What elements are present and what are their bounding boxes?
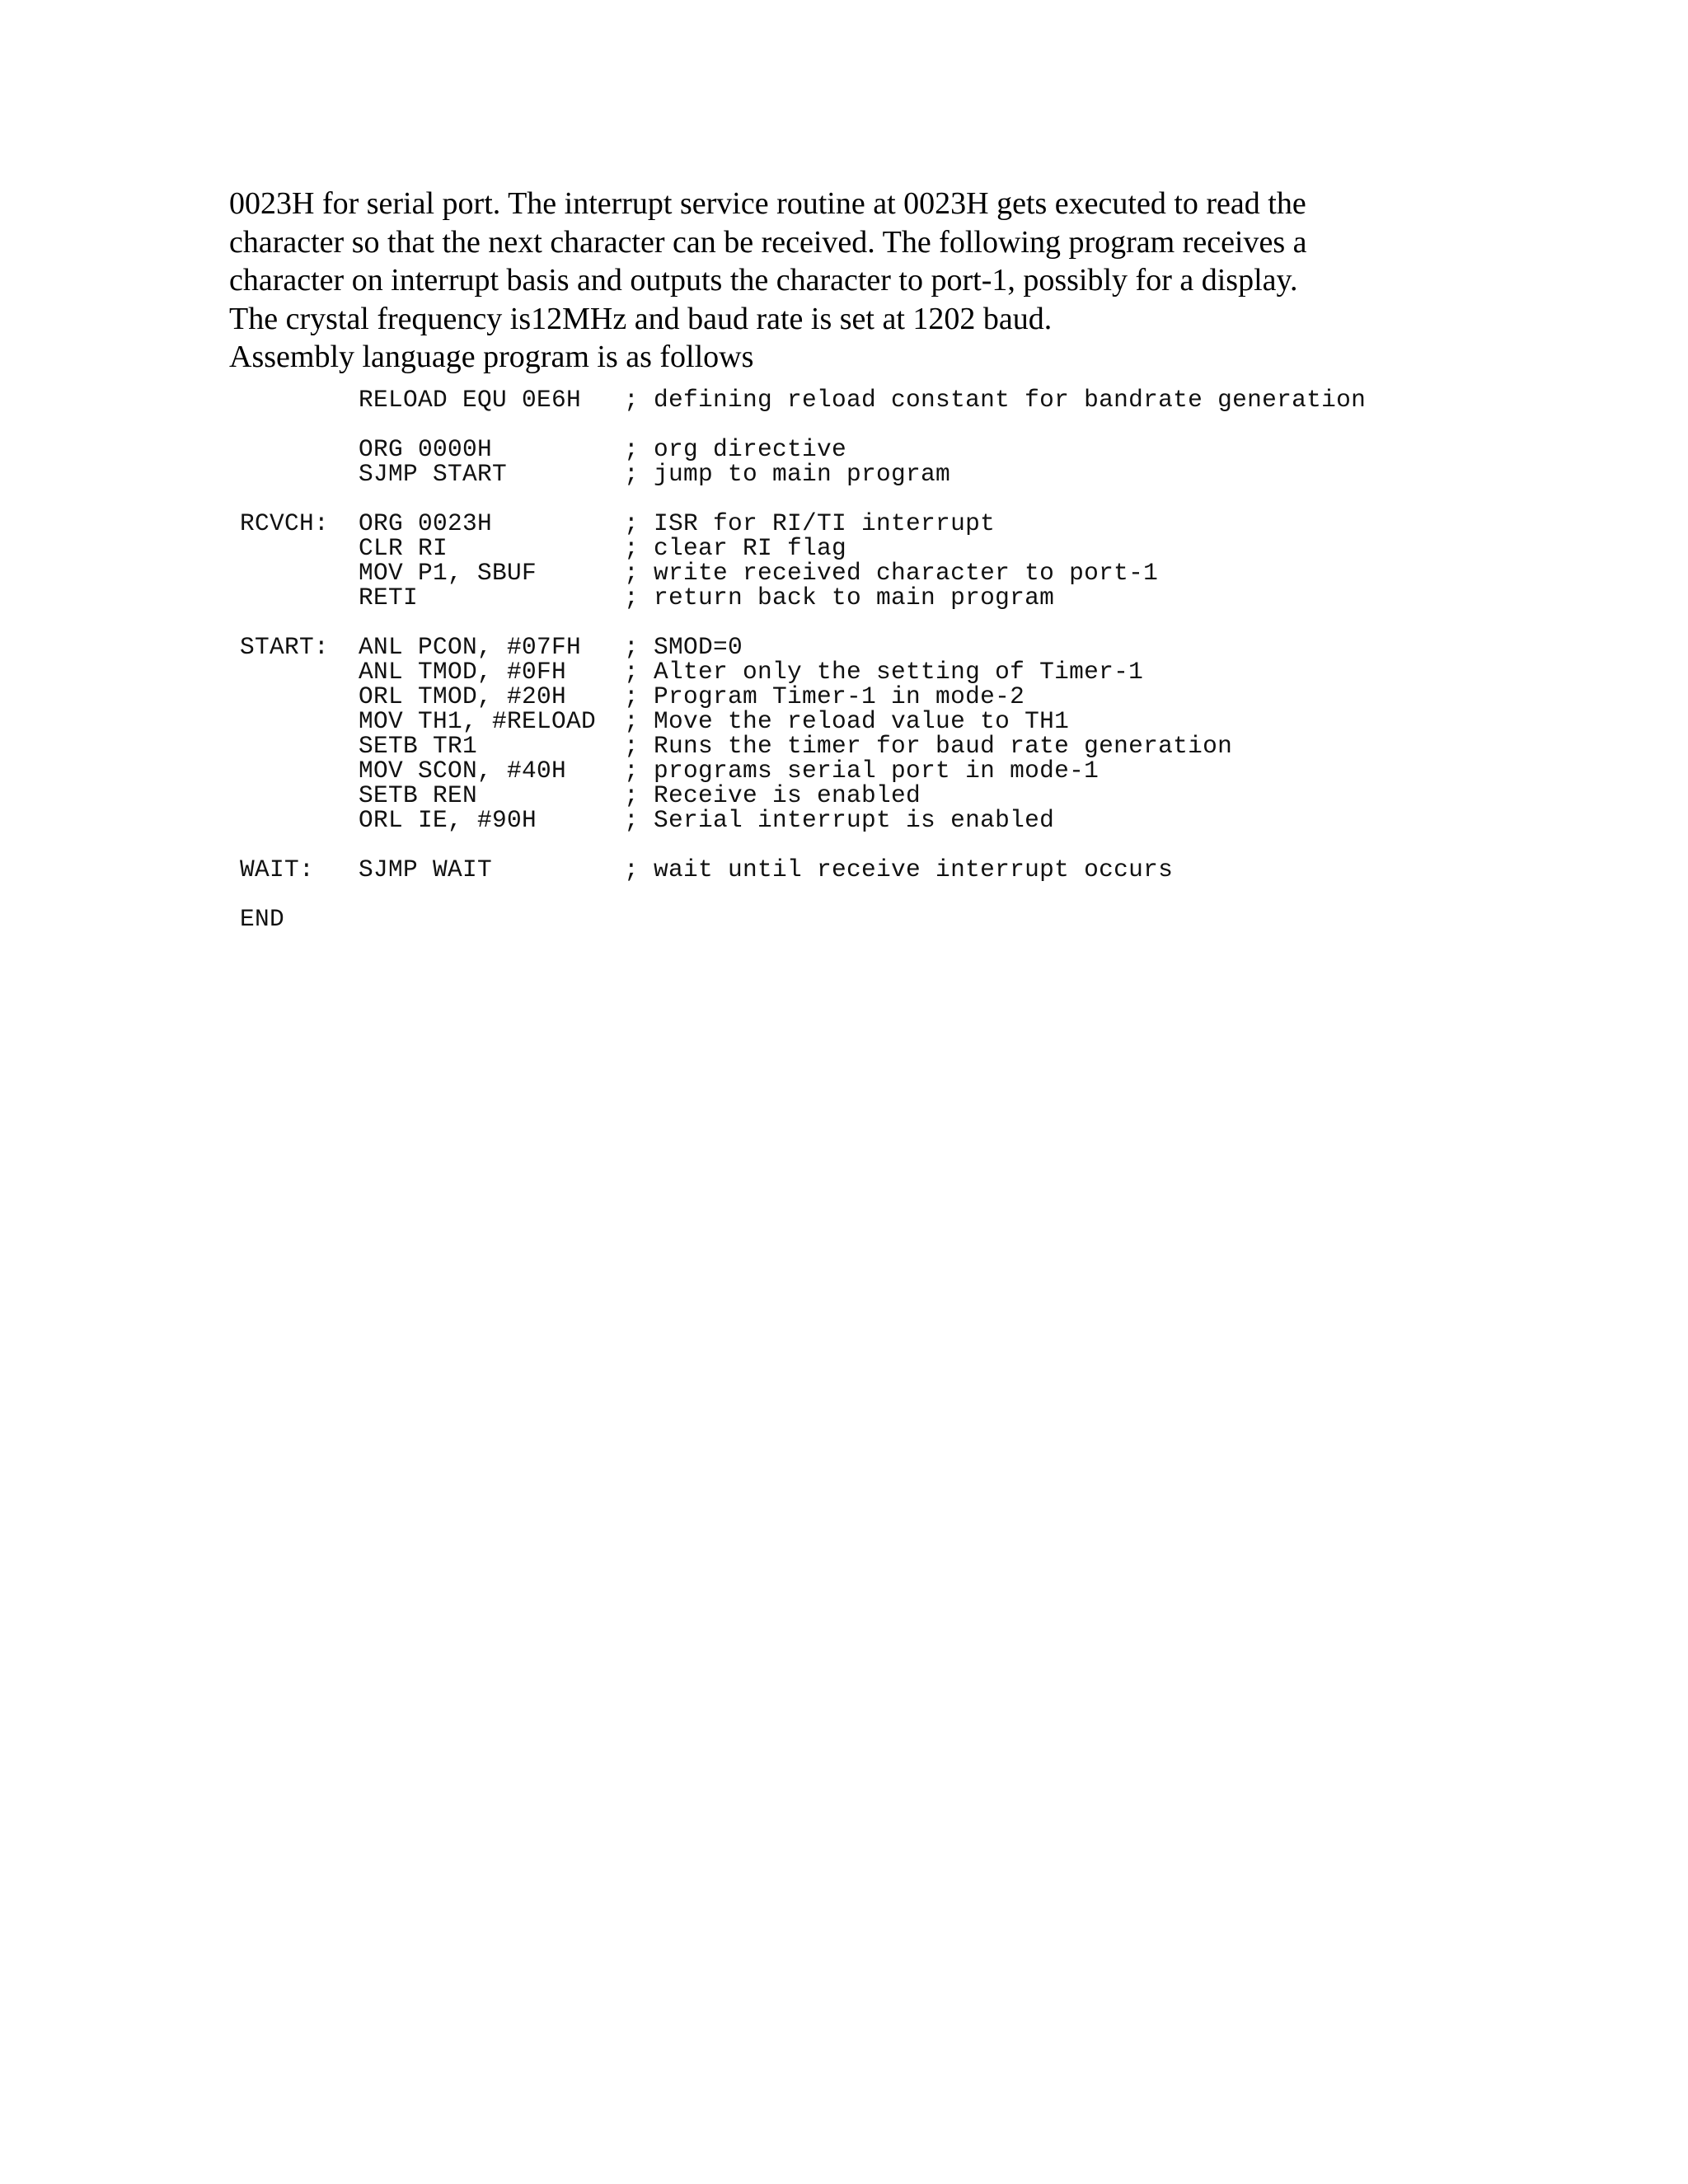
code-spacer	[240, 412, 329, 437]
code-comment: ; Runs the timer for baud rate generation	[624, 732, 1233, 760]
code-line	[240, 460, 951, 488]
code-line	[240, 806, 1055, 834]
code-comment: ; Receive is enabled	[624, 781, 921, 809]
code-line	[240, 781, 921, 809]
code-line	[240, 682, 1025, 710]
code-comment: ; ISR for RI/TI interrupt	[624, 509, 996, 537]
body-text	[229, 185, 1465, 377]
code-instruction: ORL TMOD, #20H	[359, 682, 567, 710]
code-instruction: SJMP WAIT	[359, 855, 493, 883]
code-instruction: ORG 0023H	[359, 509, 493, 537]
code-line	[240, 757, 1100, 785]
code-comment: ; SMOD=0	[624, 633, 743, 661]
code-spacer	[240, 882, 329, 907]
code-label: START:	[240, 633, 330, 661]
code-instruction: ANL TMOD, #0FH	[359, 658, 567, 686]
paragraph-line: character on interrupt basis and outputs the character to port-1, possibly for a display.	[229, 263, 1298, 298]
paragraph-line: character so that the next character can be received. The following program receives a	[229, 224, 1307, 260]
code-instruction: CLR RI	[359, 534, 448, 562]
code-comment: ; Serial interrupt is enabled	[624, 806, 1055, 834]
code-line	[240, 534, 847, 562]
code-label: RCVCH:	[240, 509, 330, 537]
code-comment: ; wait until receive interrupt occurs	[624, 855, 1174, 883]
code-line	[240, 732, 1233, 760]
code-instruction: ANL PCON, #07FH	[359, 633, 582, 661]
code-comment: ; Program Timer-1 in mode-2	[624, 682, 1025, 710]
code-line	[240, 386, 1367, 414]
code-line	[240, 509, 996, 537]
code-comment: ; defining reload constant for bandrate generation	[624, 386, 1367, 414]
code-instruction: ORL IE, #90H	[359, 806, 537, 834]
code-label: END	[240, 905, 285, 933]
code-comment: ; Move the reload value to TH1	[624, 707, 1070, 735]
code-instruction: RELOAD EQU 0E6H	[359, 386, 582, 414]
paragraph-line: 0023H for serial port. The interrupt service routine at 0023H gets executed to read the	[229, 186, 1306, 221]
code-instruction: MOV SCON, #40H	[359, 757, 567, 785]
code-spacer	[240, 832, 329, 857]
code-line	[240, 633, 743, 661]
code-instruction: SJMP START	[359, 460, 508, 488]
code-line	[240, 583, 1055, 612]
code-line	[240, 658, 1144, 686]
code-instruction: MOV TH1, #RELOAD	[359, 707, 597, 735]
code-spacer	[240, 610, 329, 635]
code-line	[240, 707, 1070, 735]
code-comment: ; clear RI flag	[624, 534, 847, 562]
paragraph-line: The crystal frequency is12MHz and baud rate is set at 1202 baud.	[229, 301, 1053, 336]
code-comment: ; programs serial port in mode-1	[624, 757, 1100, 785]
code-comment: ; org directive	[624, 435, 847, 463]
code-instruction: SETB REN	[359, 781, 478, 809]
code-line	[240, 435, 847, 463]
code-instruction: RETI	[359, 583, 419, 612]
code-line	[240, 559, 1159, 587]
code-line	[240, 907, 329, 931]
code-comment: ; jump to main program	[624, 460, 951, 488]
code-line	[240, 855, 1174, 883]
code-instruction: MOV P1, SBUF	[359, 559, 537, 587]
code-comment: ; Alter only the setting of Timer-1	[624, 658, 1144, 686]
intro-line: Assembly language program is as follows	[229, 340, 754, 374]
code-comment: ; return back to main program	[624, 583, 1055, 612]
code-instruction: ORG 0000H	[359, 435, 493, 463]
code-spacer	[240, 486, 329, 511]
code-comment: ; write received character to port-1	[624, 559, 1159, 587]
assembly-code-listing	[240, 386, 1367, 933]
code-label: WAIT:	[240, 855, 315, 883]
code-instruction: SETB TR1	[359, 732, 478, 760]
